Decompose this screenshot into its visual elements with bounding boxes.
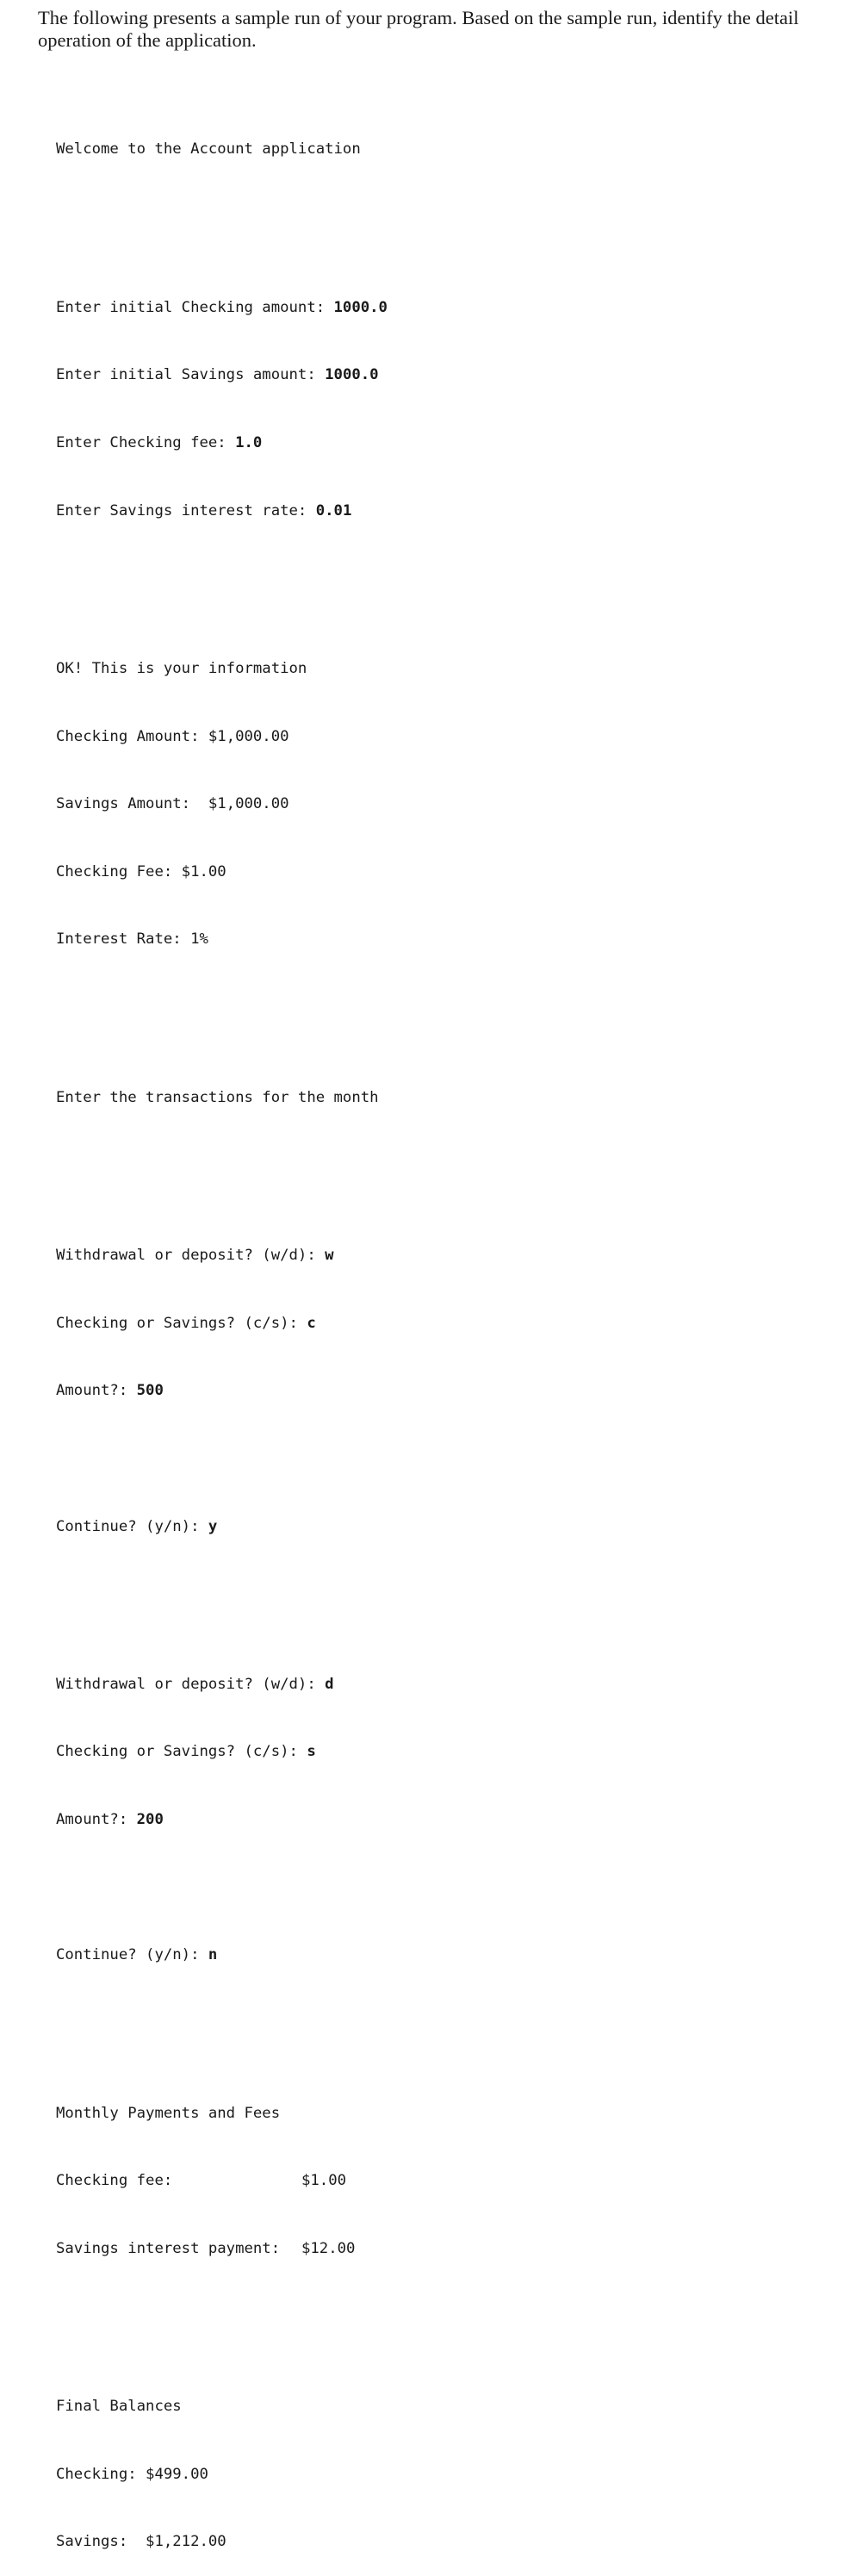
- user-input: y: [208, 1517, 218, 1535]
- transaction-account-line: [56, 1740, 388, 1763]
- user-input: d: [325, 1675, 334, 1693]
- prompt-text: Withdrawal or deposit? (w/d):: [56, 1675, 326, 1693]
- prompt-text: Enter Savings interest rate:: [56, 501, 316, 520]
- final-header-line: Final Balances: [56, 2398, 182, 2416]
- user-input: 500: [136, 1382, 164, 1400]
- continue-line: [56, 1944, 388, 1966]
- info-savings-amount-line: Savings Amount: $1,000.00: [56, 795, 289, 813]
- monthly-interest-line: [56, 2237, 388, 2260]
- final-checking-line: Checking: $499.00: [56, 2465, 208, 2483]
- monthly-interest-label: Savings interest payment:: [56, 2239, 281, 2257]
- transaction-amount-line: [56, 1808, 388, 1831]
- final-savings-line: Savings: $1,212.00: [56, 2533, 226, 2551]
- monthly-fee-label: Checking fee:: [56, 2172, 173, 2190]
- user-input: c: [307, 1314, 316, 1332]
- prompt-text: Amount?:: [56, 1811, 137, 1829]
- info-checking-fee-line: Checking Fee: $1.00: [56, 862, 226, 880]
- prompt-text: Withdrawal or deposit? (w/d):: [56, 1247, 326, 1265]
- monthly-fee-value: $1.00: [301, 2172, 347, 2190]
- user-input: 1.0: [235, 433, 263, 451]
- interest-rate-prompt-line: [56, 500, 388, 522]
- continue-line: [56, 1515, 388, 1538]
- welcome-line: Welcome to the Account application: [56, 140, 361, 159]
- transaction-type-line: [56, 1673, 388, 1696]
- user-input: n: [208, 1946, 218, 1964]
- sample-run-console: [56, 93, 388, 2576]
- prompt-text: Continue? (y/n):: [56, 1946, 208, 1964]
- monthly-interest-value: $12.00: [301, 2239, 356, 2257]
- user-input: 200: [136, 1811, 164, 1829]
- info-checking-amount-line: Checking Amount: $1,000.00: [56, 727, 289, 745]
- transaction-amount-line: [56, 1379, 388, 1402]
- instructions-paragraph: The following presents a sample run of your program. Based on the sample run, identify the detail operation of the application.: [38, 7, 799, 51]
- prompt-text: Enter Checking fee:: [56, 433, 236, 451]
- info-interest-rate-line: Interest Rate: 1%: [56, 930, 208, 949]
- monthly-fee-line: [56, 2169, 388, 2192]
- prompt-text: Amount?:: [56, 1382, 137, 1400]
- monthly-header-line: Monthly Payments and Fees: [56, 2104, 281, 2122]
- user-input: s: [307, 1743, 316, 1761]
- transaction-type-line: [56, 1244, 388, 1266]
- prompt-text: Checking or Savings? (c/s):: [56, 1314, 307, 1332]
- prompt-text: Continue? (y/n):: [56, 1517, 208, 1535]
- transactions-header-line: Enter the transactions for the month: [56, 1088, 379, 1106]
- user-input: 1000.0: [333, 298, 388, 316]
- savings-amount-prompt-line: [56, 364, 388, 386]
- user-input: 1000.0: [325, 366, 379, 384]
- user-input: 0.01: [315, 501, 352, 520]
- user-input: w: [325, 1247, 334, 1265]
- prompt-text: Enter initial Checking amount:: [56, 298, 334, 316]
- checking-fee-prompt-line: [56, 432, 388, 454]
- transaction-account-line: [56, 1312, 388, 1335]
- prompt-text: Checking or Savings? (c/s):: [56, 1743, 307, 1761]
- info-header-line: OK! This is your information: [56, 659, 307, 677]
- checking-amount-prompt-line: [56, 296, 388, 319]
- prompt-text: Enter initial Savings amount:: [56, 366, 326, 384]
